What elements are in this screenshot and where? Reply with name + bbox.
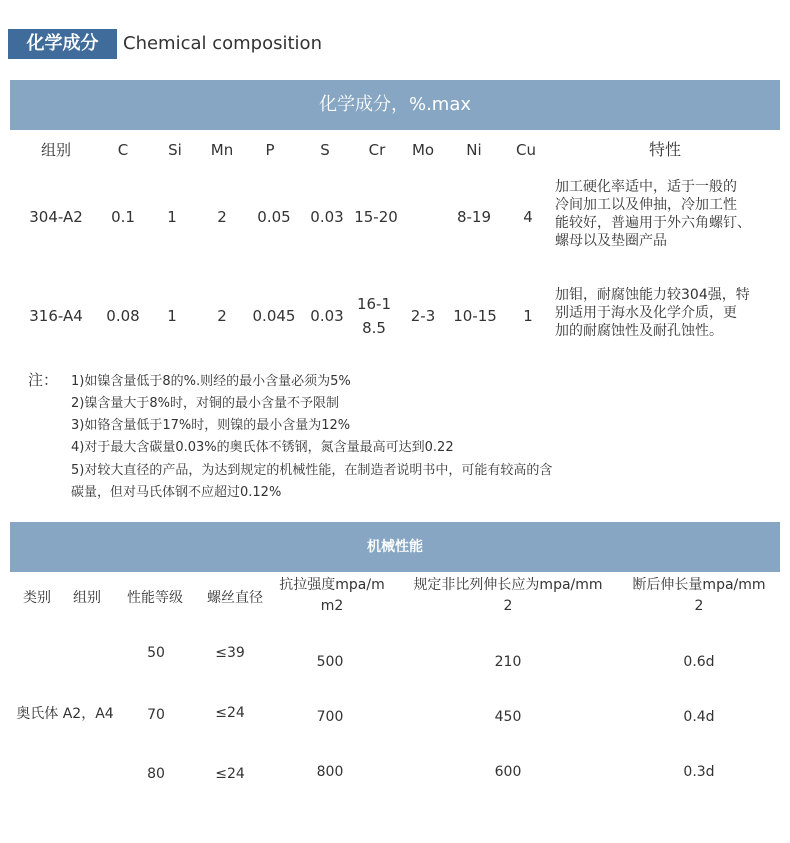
cell-yield: 600 xyxy=(494,764,522,780)
col-header-elongation-line2: 2 xyxy=(694,598,704,614)
cell-elongation: 0.4d xyxy=(683,709,715,725)
cell-grade: 70 xyxy=(147,707,165,723)
col-header-yield: 规定非比列伸长应为mpa/mm xyxy=(413,577,603,593)
cell-mn: 2 xyxy=(217,208,227,226)
col-header-yield-line2: 2 xyxy=(503,598,513,614)
col-header-c: C xyxy=(117,141,129,159)
cell-cu: 4 xyxy=(523,208,533,226)
col-header-elongation: 断后伸长量mpa/mm xyxy=(632,577,766,593)
col-header-ni: Ni xyxy=(466,141,482,159)
cell-diameter: ≤39 xyxy=(215,645,245,661)
cell-tensile: 700 xyxy=(316,709,344,725)
note-line: 5)对较大直径的产品，为达到规定的机械性能，在制造者说明书中，可能有较高的含 xyxy=(71,463,553,478)
cell-s: 0.03 xyxy=(310,307,344,325)
property-line: 加钼，耐腐蚀能力较304强，特 xyxy=(555,287,750,303)
cell-si: 1 xyxy=(167,208,177,226)
section-title-english: Chemical composition xyxy=(123,33,322,54)
col-header-grade: 性能等级 xyxy=(127,590,183,606)
property-line: 别适用于海水及化学介质，更 xyxy=(555,305,737,321)
cell-grade: 80 xyxy=(147,766,165,782)
cell-c: 0.1 xyxy=(111,208,135,226)
cell-group: 304-A2 xyxy=(29,208,83,226)
col-header-diameter: 螺丝直径 xyxy=(207,590,263,606)
col-header-mn: Mn xyxy=(210,141,234,159)
cell-si: 1 xyxy=(167,307,177,325)
note-line: 1)如镍含量低于8的%.则经的最小含量必须为5% xyxy=(71,374,351,389)
cell-cu: 1 xyxy=(523,307,533,325)
section-title-badge: 化学成分 xyxy=(8,29,117,59)
chemical-table-header-band: 化学成分，%.max xyxy=(10,80,780,130)
cell-p: 0.05 xyxy=(257,208,291,226)
col-header-group: 组别 xyxy=(40,141,71,159)
col-header-mo: Mo xyxy=(411,141,435,159)
property-line: 螺母以及垫圈产品 xyxy=(555,233,667,249)
notes-label: 注： xyxy=(28,371,59,389)
col-header-group: 组别 xyxy=(73,590,101,606)
property-line: 能较好，普遍用于外六角螺钉、 xyxy=(555,215,751,231)
cell-grade: 50 xyxy=(147,645,165,661)
mechanical-table-header-band: 机械性能 xyxy=(10,522,780,572)
col-header-si: Si xyxy=(168,141,182,159)
cell-s: 0.03 xyxy=(310,208,344,226)
col-header-s: S xyxy=(320,141,330,159)
cell-cr: 15-20 xyxy=(354,208,398,226)
cell-ni: 8-19 xyxy=(456,208,492,226)
property-line: 冷间加工以及伸抽，冷加工性 xyxy=(555,197,737,213)
col-header-property: 特性 xyxy=(648,140,681,159)
col-header-cu: Cu xyxy=(516,141,536,159)
col-header-tensile-line2: m2 xyxy=(320,598,344,614)
cell-cr-line1: 16-1 xyxy=(356,295,392,313)
note-line: 碳量，但对马氏体钢不应超过0.12% xyxy=(71,485,282,500)
cell-elongation: 0.6d xyxy=(683,654,715,670)
cell-yield: 450 xyxy=(494,709,522,725)
cell-elongation: 0.3d xyxy=(683,764,715,780)
cell-tensile: 800 xyxy=(316,764,344,780)
cell-mn: 2 xyxy=(217,307,227,325)
note-line: 4)对于最大含碳量0.03%的奥氏体不锈钢，氮含量最高可达到0.22 xyxy=(71,440,454,455)
property-line: 加的耐腐蚀性及耐孔蚀性。 xyxy=(555,323,723,339)
note-line: 3)如铬含量低于17%时，则镍的最小含量为12% xyxy=(71,418,351,433)
property-line: 加工硬化率适中，适于一般的 xyxy=(555,179,737,195)
cell-category: 奥氏体 A2，A4 xyxy=(16,706,114,722)
col-header-p: P xyxy=(265,141,275,159)
col-header-cr: Cr xyxy=(368,141,386,159)
cell-c: 0.08 xyxy=(106,307,140,325)
note-line: 2)镍含量大于8%时，对铜的最小含量不予限制 xyxy=(71,396,339,411)
cell-ni: 10-15 xyxy=(453,307,497,325)
cell-p: 0.045 xyxy=(252,307,296,325)
cell-cr-line2: 8.5 xyxy=(362,319,386,337)
cell-mo: 2-3 xyxy=(410,307,436,325)
col-header-category: 类别 xyxy=(23,590,51,606)
cell-diameter: ≤24 xyxy=(215,766,245,782)
cell-group: 316-A4 xyxy=(29,307,83,325)
col-header-tensile: 抗拉强度mpa/m xyxy=(279,577,385,593)
cell-property xyxy=(555,286,783,340)
cell-yield: 210 xyxy=(494,654,522,670)
cell-property xyxy=(555,178,783,250)
cell-diameter: ≤24 xyxy=(215,705,245,721)
cell-tensile: 500 xyxy=(316,654,344,670)
